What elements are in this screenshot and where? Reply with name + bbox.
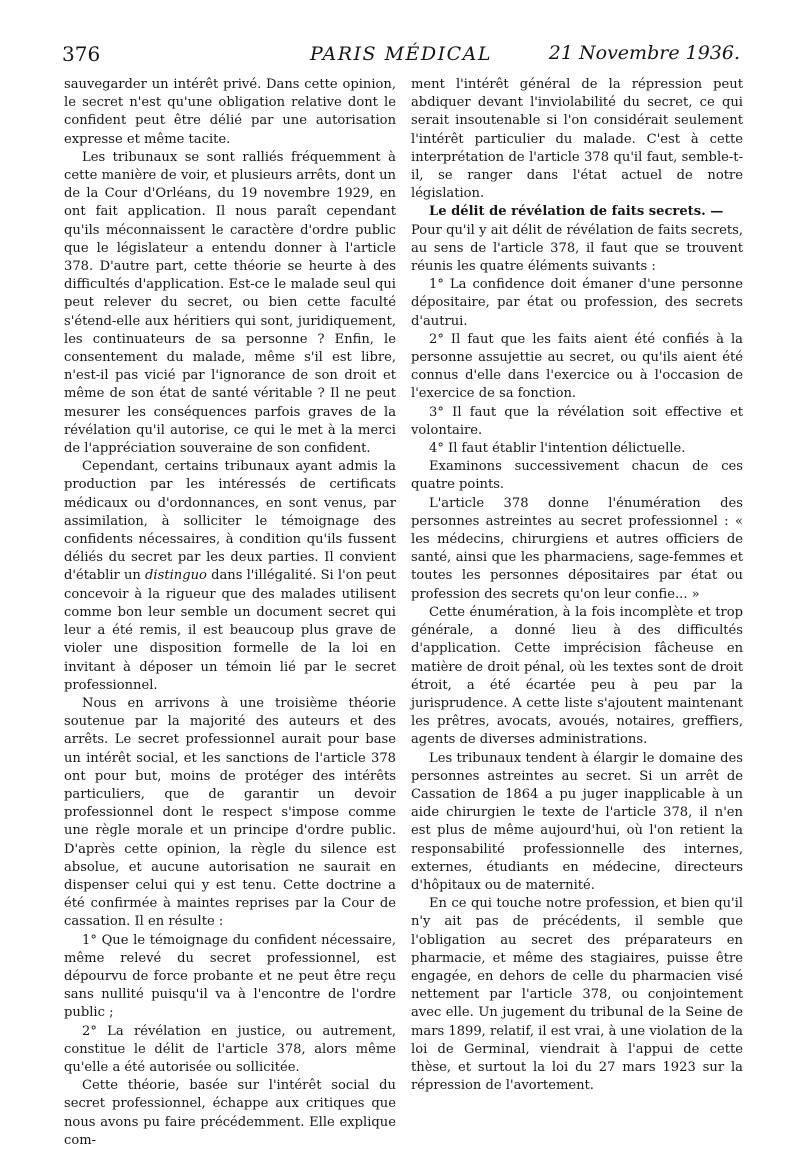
paragraph: Cette énumération, à la fois incomplète et trop générale, a donné lieu à des difficultés d'application. Cette imprécision fâcheuse en matière de droit pénal, où les textes sont de droit étroit, a été écartée peu à peu par la jurisprudence. A cette liste s'ajoutent maintenant les prêtres, avocats, avoués, notaires, greffiers, agents de diverses administrations.: [411, 604, 743, 748]
paragraph: 3° Il faut que la révélation soit effective et volontaire.: [411, 404, 743, 438]
right-column: [411, 76, 743, 1095]
paragraph: Examinons successivement chacun de ces quatre points.: [411, 459, 743, 493]
paragraph: En ce qui touche notre profession, et bien qu'il n'y ait pas de précédents, il semble que l'obligation au secret des préparateurs en pharmacie, et même des stagiaires, puisse être engagée, en dehors de celle du pharmacien visé nettement par l'article 378, ou conjointement avec elle. Un jugement du tribunal de la Seine de mars 1899, relatif, il est vrai, à une violation de la loi de Germinal, viendrait à l'appui de cette thèse, et surtout la loi du 27 mars 1923 sur la répression de l'avortement.: [411, 896, 743, 1094]
paragraph: 4° Il faut établir l'intention délictuelle.: [429, 441, 686, 457]
paragraph: Cette théorie, basée sur l'intérêt social du secret professionnel, échappe aux critiques que nous avons pu faire précédemment. Elle explique com-: [64, 1078, 396, 1148]
journal-title: PARIS MÉDICAL: [309, 43, 493, 65]
text-run: dans l'illégalité. Si l'on peut concevoir à la rigueur que des malades utilisent comme bon leur semble un document secret qui leur a été remis, il est beaucoup plus grave de violer une disposition formelle de la loi en invitant à déposer un témoin lié par le secret professionnel.: [64, 568, 396, 693]
paragraph: sauvegarder un intérêt privé. Dans cette opinion, le secret n'est qu'une obligation relative dont le confident peut être délié par une autorisation expresse et même tacite.: [64, 77, 396, 147]
issue-date: 21 Novembre 1936.: [548, 42, 740, 64]
paragraph: 1° Que le témoignage du confident nécessaire, même relevé du secret professionnel, est dépourvu de force probante et ne peut être reçu sans nullité puisqu'il va à l'encontre de l'ordre public ;: [64, 932, 396, 1021]
page-number: 376: [62, 42, 101, 66]
paragraph: 2° La révélation en justice, ou autrement, constitue le délit de l'article 378, alors même qu'elle a été autorisée ou sollicitée.: [64, 1023, 396, 1075]
paragraph: 1° La confidence doit émaner d'une personne dépositaire, par état ou profession, des secrets d'autrui.: [411, 277, 743, 329]
left-column: [64, 76, 396, 1150]
paragraph: [64, 458, 396, 695]
paragraph: Les tribunaux se sont ralliés fréquemment à cette manière de voir, et plusieurs arrêts, dont un de la Cour d'Orléans, du 19 novembre 1929, en ont fait application. Il nous paraît cependant qu'ils méconnaissent le caractère d'ordre public que le législateur a entendu donner à l'article 378. D'autre part, cette théorie se heurte à des difficultés d'application. Est-ce le malade seul qui peut relever du secret, ou bien cette faculté s'étend-elle aux héritiers qui sont, juridiquement, les continuateurs de sa personne ? Enfin, le consentement du malade, même s'il est libre, n'est-il pas vicié par l'ignorance de son droit et même de son état de santé véritable ? Il ne peut mesurer les conséquences parfois graves de la révélation qu'il autorise, ce qui le met à la merci de l'appréciation souveraine de son confident.: [64, 149, 396, 457]
paragraph: Pour qu'il y ait délit de révélation de faits secrets, au sens de l'article 378, il faut que se trouvent réunis les quatre éléments suivants :: [411, 222, 743, 275]
paragraph: Les tribunaux tendent à élargir le domaine des personnes astreintes au secret. Si un arrêt de Cassation de 1864 a pu juger inapplicable à un aide chirurgien le texte de l'article 378, il n'en est plus de même aujourd'hui, où l'on retient la responsabilité professionnelle des internes, externes, étudiants en médecine, directeurs d'hôpitaux ou de maternité.: [411, 750, 743, 893]
text-run: Cependant, certains tribunaux ayant admis la production par les intéressés de certificats médicaux ou d'ordonnances, en sont venus, par assimilation, à solliciter le témoignage des confidents nécessaires, à condition qu'ils fussent déliés du secret par les deux parties. Il convient d'établir un: [64, 459, 396, 584]
page-header: [62, 42, 740, 70]
section-heading: Le délit de révélation de faits secrets. —: [429, 204, 724, 220]
paragraph: 2° Il faut que les faits aient été confiés à la personne assujettie au secret, ou qu'ils aient été connus d'elle dans l'exercice ou à l'occasion de l'exercice de sa fonction.: [411, 331, 743, 402]
paragraph: ment l'intérêt général de la répression peut abdiquer devant l'inviolabilité du secret, ce qui serait insoutenable si l'on considérait seulement l'intérêt particulier du malade. C'est à cette interprétation de l'article 378 qu'il faut, semble-t-il, se ranger dans l'état actuel de notre législation.: [411, 77, 743, 202]
italic-term: distinguo: [145, 568, 207, 584]
paragraph: L'article 378 donne l'énumération des personnes astreintes au secret professionnel : « les médecins, chirurgiens et autres officiers de santé, ainsi que les pharmaciens, sage-femmes et toutes les personnes dépositaires par état ou profession des secrets qu'on leur confie... »: [411, 495, 743, 602]
paragraph: [411, 203, 743, 221]
paragraph: Nous en arrivons à une troisième théorie soutenue par la majorité des auteurs et des arrêts. Le secret professionnel aurait pour base un intérêt social, et les sanctions de l'article 378 ont pour but, moins de protéger des intérêts particuliers, que de garantir un devoir professionnel dont le respect s'impose comme une règle morale et un principe d'ordre public. D'après cette opinion, la règle du silence est absolue, et aucune autorisation ne saurait en dispenser celui qui y est tenu. Cette doctrine a été confirmée à maintes reprises par la Cour de cassation. Il en résulte :: [64, 695, 396, 930]
